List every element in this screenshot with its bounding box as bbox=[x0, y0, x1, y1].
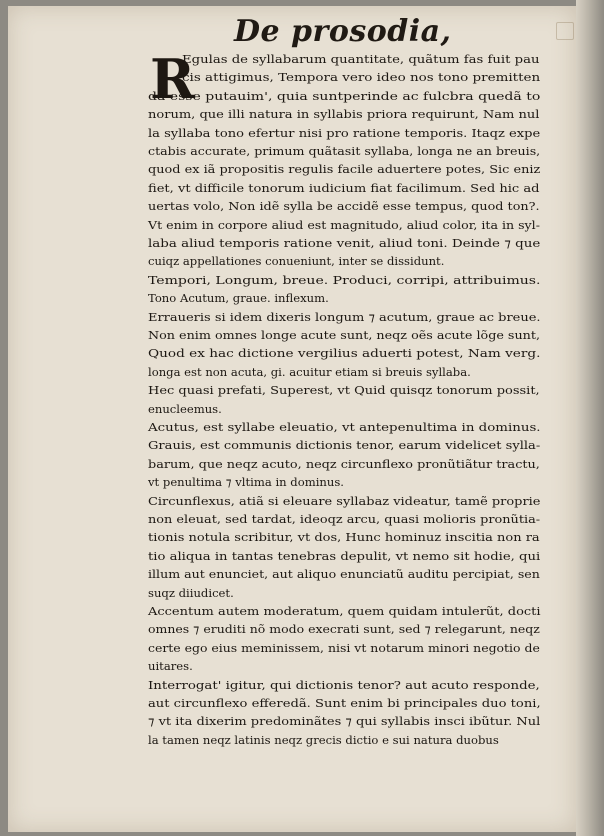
text-line: Accentum autem moderatum, quem quidam intulerũt, docti bbox=[148, 604, 541, 618]
text-line: certe ego eius meminissem, nisi vt notarum minori negotio de bbox=[148, 640, 540, 655]
text-line: norum, que illi natura in syllabis priora requirunt, Nam nul bbox=[148, 107, 540, 122]
text-line: tio aliqua in tantas tenebras depulit, vt nemo sit hodie, qui bbox=[148, 548, 541, 563]
text-line: Grauis, est communis dictionis tenor, earum videlicet sylla- bbox=[148, 438, 541, 453]
text-line: da esse putauim', quia suntperinde ac fulcbra quedã to bbox=[148, 88, 541, 103]
text-line: Quod ex hac dictione vergilius aduerti potest, Nam verg. bbox=[148, 346, 541, 361]
book-spine bbox=[576, 0, 604, 836]
text-line: Erraueris si idem dixeris longum ⁊ acutum, graue ac breue. bbox=[148, 309, 541, 324]
text-line: fiet, vt difficile tonorum iudicium fiat facilimum. Sed hic ad bbox=[148, 180, 540, 195]
text-line: laba aliud temporis ratione venit, aliud toni. Deinde ⁊ que bbox=[148, 236, 541, 250]
text-line: aut circunflexo efferedã. Sunt enim bi principales duo toni, bbox=[148, 696, 541, 710]
text-line: Egulas de syllabarum quantitate, quãtum fas fuit pau bbox=[182, 52, 540, 66]
text-line: cis attigimus, Tempora vero ideo nos tono premitten bbox=[182, 70, 541, 85]
text-line: Acutus, est syllabe eleuatio, vt antepenultima in dominus. bbox=[148, 420, 541, 434]
text-line: Vt enim in corpore aliud est magnitudo, aliud color, ita in syl- bbox=[148, 217, 540, 232]
text-line: vt penultima ⁊ vltima in dominus. bbox=[148, 475, 344, 490]
text-line: enucleemus. bbox=[148, 401, 222, 416]
text-line: uertas volo, Non idẽ sylla be accidẽ esse tempus, quod ton?. bbox=[148, 199, 540, 214]
text-line: quod ex iã propositis regulis facile aduertere potes, Sic eniz bbox=[148, 162, 541, 177]
text-line: Tono Acutum, graue. inflexum. bbox=[148, 291, 329, 306]
text-line: cuiqz appellationes conueniunt, inter se dissidunt. bbox=[148, 254, 445, 269]
text-line: Hec quasi prefati, Superest, vt Quid quisqz tonorum possit, bbox=[148, 383, 540, 398]
drop-cap-initial: R bbox=[150, 47, 195, 111]
text-line: Interrogat' igitur, qui dictionis tenor? aut acuto responde, bbox=[148, 677, 540, 692]
text-line: tionis notula scribitur, vt dos, Hunc hominuz inscitia non ra bbox=[148, 530, 540, 545]
text-line: Tempori, Longum, breue. Produci, corripi, attribuimus. bbox=[148, 272, 541, 287]
text-line: la syllaba tono efertur nisi pro ratione temporis. Itaqz expe bbox=[148, 125, 541, 140]
text-line: uitares. bbox=[148, 659, 193, 674]
text-line: suqz diiudicet. bbox=[148, 585, 234, 600]
text-line: omnes ⁊ eruditi nõ modo execrati sunt, sed ⁊ relegarunt, neqz bbox=[148, 622, 540, 637]
text-line: Circunflexus, atiã si eleuare syllabaz videatur, tamẽ proprie bbox=[148, 493, 541, 508]
show-through-mark bbox=[556, 22, 574, 40]
text-line: barum, que neqz acuto, neqz circunflexo pronũtiãtur tractu, bbox=[148, 456, 540, 471]
text-line: longa est non acuta, gi. acuitur etiam si breuis syllaba. bbox=[148, 364, 471, 379]
text-line: illum aut enunciet, aut aliquo enunciatũ auditu percipiat, sen bbox=[148, 567, 540, 582]
text-line: Non enim omnes longe acute sunt, neqz oẽs acute lõge sunt, bbox=[148, 328, 541, 342]
text-line: ⁊ vt ita dixerim predominãtes ⁊ qui syllabis insci ibũtur. Nul bbox=[148, 714, 541, 729]
text-line: non eleuat, sed tardat, ideoqz arcu, quasi molioris pronũtia- bbox=[148, 512, 541, 526]
text-line: la tamen neqz latinis neqz grecis dictio e sui natura duobus bbox=[148, 732, 499, 747]
page-heading: De prosodia, bbox=[234, 14, 452, 49]
text-line: ctabis accurate, primum quãtasit syllaba, longa ne an breuis, bbox=[148, 144, 541, 158]
